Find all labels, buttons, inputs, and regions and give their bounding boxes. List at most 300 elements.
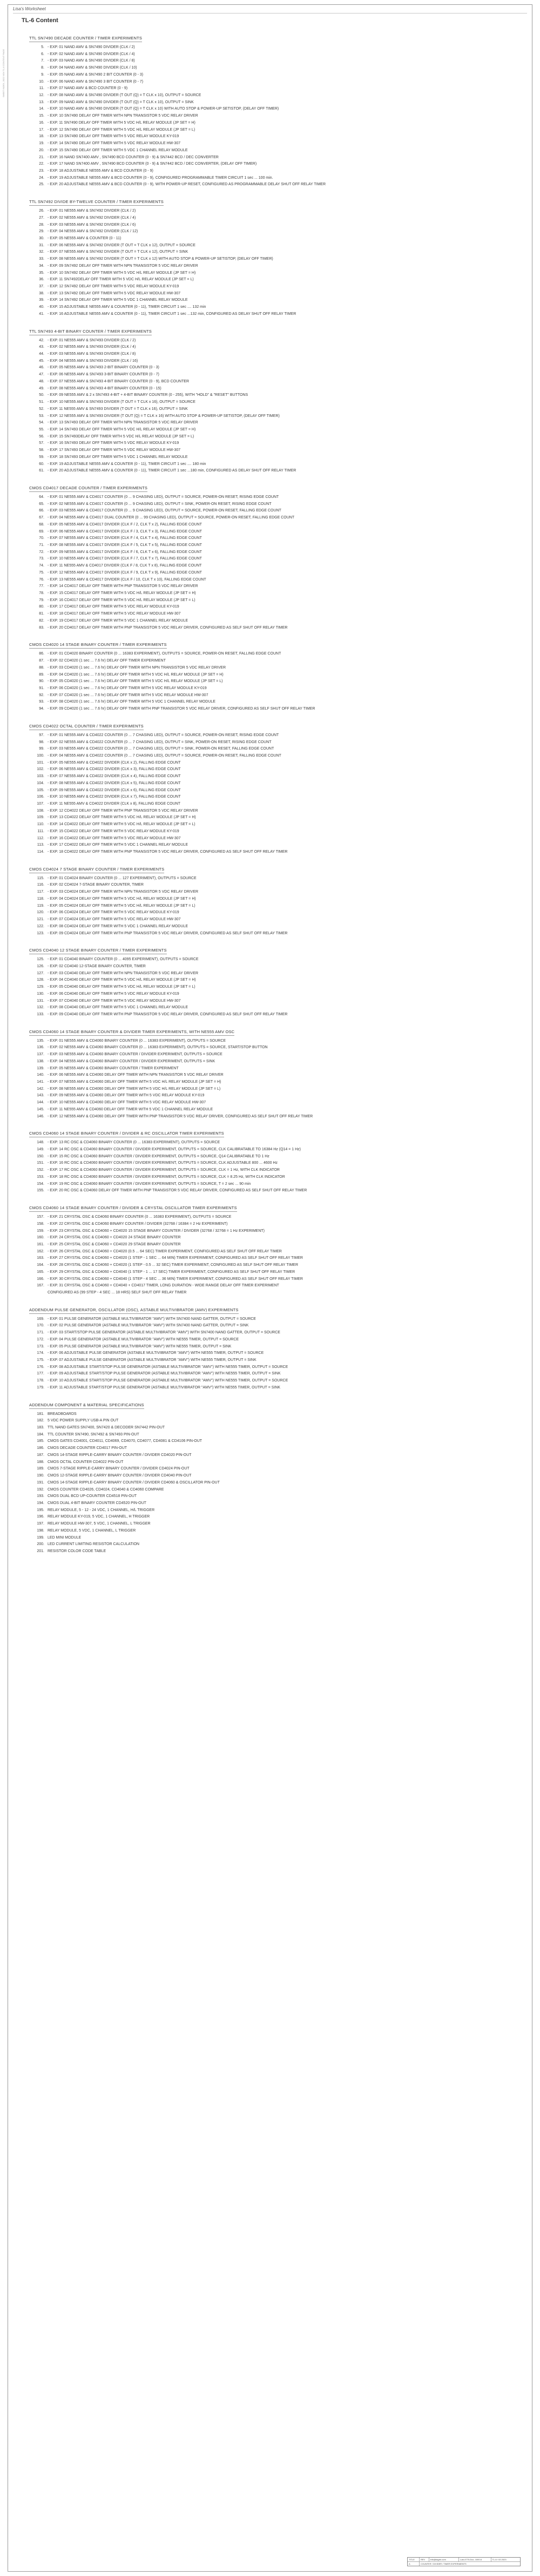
page-number: 178. [37, 1379, 44, 1383]
page-number: 34. [39, 264, 44, 268]
contents-entry[interactable] [22, 147, 524, 154]
contents-entry[interactable] [22, 454, 524, 461]
contents-entry[interactable] [22, 1269, 524, 1276]
contents-entry[interactable] [22, 821, 524, 828]
contents-entry[interactable] [22, 154, 524, 161]
contents-entry[interactable] [22, 1514, 524, 1521]
page-number: 142. [37, 1087, 44, 1091]
contents-entry[interactable] [22, 787, 524, 794]
contents-entry[interactable] [22, 556, 524, 563]
entry-text: - EXP. 07 CD4020 (1 sec ... 7.6 hr) DELAY OFF TIMER WITH 5 VDC RELAY MODULE HW-307 [48, 693, 208, 697]
contents-entry[interactable] [22, 1364, 524, 1371]
contents-entry[interactable] [22, 794, 524, 801]
contents-entry[interactable] [22, 277, 524, 284]
contents-list [22, 31, 524, 1555]
entry-text: - EXP. 07 CD4024 DELAY OFF TIMER WITH 5 VDC RELAY MODULE HW-307 [48, 918, 181, 922]
contents-entry[interactable] [22, 1521, 524, 1528]
contents-entry[interactable] [22, 658, 524, 665]
page-number: 170. [37, 1324, 44, 1328]
contents-entry[interactable] [22, 814, 524, 821]
page-number: 66. [39, 509, 44, 513]
page-number: 59. [39, 455, 44, 459]
contents-entry[interactable] [22, 106, 524, 113]
entry-text: - EXP. 16 CD4017 DELAY OFF TIMER WITH 5 VDC H/L RELAY MODULE (JP SET = L) [48, 598, 195, 602]
contents-entry[interactable] [22, 685, 524, 692]
contents-entry[interactable] [22, 1500, 524, 1507]
contents-entry[interactable] [22, 1432, 524, 1439]
contents-entry[interactable] [22, 235, 524, 242]
entry-text: - EXP. 07 ADJUSTABLE PULSE GENERATOR (ASTABLE MULTIVIBRATOR "AMV") WITH NE555 TIMER, OUTPUT = SINK [48, 1358, 256, 1362]
page-number: 201. [37, 1549, 44, 1553]
contents-entry[interactable] [22, 1323, 524, 1330]
entry-text: - EXP. 06 NE555 AMV & CD4060 DELAY OFF TIMER WITH NPN TRANSISTOR 5 VDC RELAY DRIVER [48, 1073, 224, 1077]
section-heading: TTL SN7493 4-BIT BINARY COUNTER / TIMER EXPERIMENTS [29, 329, 152, 335]
contents-entry[interactable] [22, 1242, 524, 1249]
entry-text: - EXP. 04 NE555 AMV & CD4060 BINARY COUNTER / DIVIDER EXPERIMENT, OUTPUTS = SINK [48, 1059, 215, 1063]
contents-entry[interactable] [22, 923, 524, 930]
page-number: 8. [41, 66, 44, 70]
contents-entry[interactable] [22, 753, 524, 760]
page-number: 6. [41, 52, 44, 56]
entry-text: - EXP. 01 CD4024 BINARY COUNTER (0 ... 127 EXPERIMENT), OUTPUTS = SOURCE [48, 876, 197, 880]
contents-entry[interactable] [22, 1276, 524, 1283]
contents-entry[interactable] [22, 263, 524, 270]
contents-entry[interactable] [22, 746, 524, 753]
entry-text: - EXP. 05 NE555 AMV & COUNTER (0 - 11) [48, 236, 122, 240]
page-number: 53. [39, 414, 44, 418]
page-number: 89. [39, 672, 44, 677]
contents-entry[interactable] [22, 1445, 524, 1452]
entry-text: - EXP. 15 SN7493DELAY OFF TIMER WITH 5 VDC H/L RELAY MODULE (JP SET = L) [48, 434, 194, 439]
contents-entry[interactable] [22, 618, 524, 625]
contents-entry[interactable] [22, 420, 524, 427]
entry-text: - EXP. 01 NE555 AMV & SN7493 DIVIDER (CLK / 2) [48, 338, 136, 342]
contents-entry[interactable] [22, 113, 524, 120]
page-number: 19. [39, 141, 44, 146]
title-block-cell: REV [420, 2558, 429, 2561]
contents-entry[interactable] [22, 706, 524, 713]
entry-text: - EXP. 13 SN7492 DELAY OFF TIMER WITH 5 VDC RELAY MODULE HW-307 [48, 291, 181, 295]
entry-text: - EXP. 09 CD4024 DELAY OFF TIMER WITH PNP TRANSISTOR 5 VDC RELAY DRIVER, CONFIGURED AS SELF SHUT OFF RELAY TIMER [48, 931, 288, 935]
contents-entry[interactable] [22, 903, 524, 910]
entry-text: - EXP. 10 ADJUSTABLE START/STOP PULSE GENERATOR (ASTABLE MULTIVIBRATOR "AMV") WITH NE555 TIMER, OUTPUT = SOURCE [48, 1379, 288, 1383]
contents-entry[interactable] [22, 256, 524, 263]
page-number: 18. [39, 134, 44, 139]
contents-entry[interactable] [22, 1188, 524, 1195]
contents-entry[interactable] [22, 1072, 524, 1079]
entry-text: - EXP. 18 SN7493 DELAY OFF TIMER WITH 5 VDC 1 CHANNEL RELAY MODULE [48, 455, 188, 459]
page-number: 200. [37, 1542, 44, 1547]
contents-entry[interactable] [22, 1262, 524, 1269]
page-number: 5. [41, 45, 44, 49]
contents-entry[interactable] [22, 1425, 524, 1432]
contents-entry[interactable] [22, 1093, 524, 1100]
entry-text: - EXP. 19 ADJUSTABLE NE555 AMV & COUNTER (0 - 11), TIMER CIRCUIT 1 sec .... 180 min [48, 462, 206, 466]
contents-entry[interactable] [22, 270, 524, 277]
page-number: 14. [39, 107, 44, 111]
contents-entry[interactable] [22, 1255, 524, 1262]
contents-entry[interactable] [22, 1249, 524, 1256]
contents-entry[interactable] [22, 780, 524, 787]
contents-entry[interactable] [22, 1493, 524, 1500]
contents-entry[interactable] [22, 72, 524, 79]
contents-entry[interactable] [22, 140, 524, 147]
entry-text: CMOS 14-STAGE RIPPLE-CARRY BINARY COUNTER / DIVIDER CD4060 & OSCILLATOR PIN-OUT [48, 1480, 220, 1485]
entry-text: - EXP. 09 CD4020 (1 sec ... 7.6 hr) DELAY OFF TIMER WITH PNP TRANSISTOR 5 VDC RELAY DRIVER, CONFIGURED AS SELF SHUT OFF RELAY TIMER [48, 707, 315, 711]
page-number: 102. [37, 767, 44, 772]
contents-entry[interactable] [22, 1459, 524, 1466]
entry-text: - EXP. 13 NE555 AMV & CD4017 DIVIDER (CLK F / 10, CLK T x 10), FALLING EDGE COUNT [48, 577, 206, 582]
page-number: 16. [39, 120, 44, 125]
contents-entry[interactable] [22, 1066, 524, 1073]
contents-entry[interactable] [22, 1480, 524, 1487]
contents-entry[interactable] [22, 284, 524, 291]
page-number: 181. [37, 1412, 44, 1416]
page-number: 20. [39, 148, 44, 152]
contents-entry[interactable] [22, 828, 524, 835]
section-heading: CMOS CD4040 12 STAGE BINARY COUNTER / TIMER EXPERIMENTS [29, 948, 167, 954]
entry-text: - EXP. 02 PULSE GENERATOR (ASTABLE MULTIVIBRATOR "AMV") WITH SN7400 NAND GATTER, OUTPUT = SINK [48, 1324, 249, 1328]
page-number: 184. [37, 1432, 44, 1437]
contents-entry[interactable] [22, 1548, 524, 1555]
contents-entry[interactable] [22, 956, 524, 963]
contents-entry[interactable] [22, 808, 524, 815]
contents-entry[interactable] [22, 311, 524, 318]
contents-entry[interactable] [22, 529, 524, 536]
contents-entry[interactable] [22, 1004, 524, 1011]
contents-entry[interactable] [22, 611, 524, 618]
contents-entry[interactable] [22, 1154, 524, 1161]
contents-entry[interactable] [22, 372, 524, 379]
contents-entry[interactable] [22, 1316, 524, 1323]
contents-entry[interactable] [22, 1174, 524, 1181]
contents-entry[interactable] [22, 563, 524, 570]
page-number: 193. [37, 1494, 44, 1499]
entry-text: - EXP. 16 ADJUSTABLE NE555 AMV & COUNTER (0 - 11), TIMER CIRCUIT 1 sec ...132 min, CONFIGURED AS DELAY SHUT OFF RELAY TIMER [48, 312, 296, 316]
contents-entry[interactable] [22, 44, 524, 51]
page-number: 179. [37, 1385, 44, 1390]
page-number: 65. [39, 502, 44, 506]
page-number: 137. [37, 1053, 44, 1057]
contents-entry[interactable] [22, 228, 524, 235]
contents-entry[interactable] [22, 991, 524, 998]
contents-entry[interactable] [22, 1221, 524, 1228]
contents-entry[interactable] [22, 1452, 524, 1459]
contents-entry[interactable] [22, 963, 524, 970]
contents-entry[interactable] [22, 1438, 524, 1445]
contents-entry[interactable] [22, 79, 524, 86]
entry-text: - EXP. 04 NAND AMV & SN7490 DIVIDER (CLK / 10) [48, 66, 137, 70]
contents-entry[interactable] [22, 1330, 524, 1337]
contents-entry[interactable] [22, 1541, 524, 1548]
contents-entry[interactable] [22, 678, 524, 685]
contents-entry[interactable] [22, 570, 524, 577]
contents-entry[interactable] [22, 1107, 524, 1114]
contents-entry[interactable] [22, 297, 524, 304]
contents-section [22, 638, 524, 712]
contents-entry[interactable] [22, 161, 524, 168]
contents-entry[interactable] [22, 440, 524, 447]
page-number: 158. [37, 1222, 44, 1226]
entry-text: - EXP. 01 NE555 AMV & SN7492 DIVIDER (CLK / 2) [48, 209, 136, 213]
contents-entry[interactable] [22, 984, 524, 991]
page-number: 172. [37, 1337, 44, 1341]
entry-text: - EXP. 03 NAND AMV & SN7490 DIVIDER (CLK / 8) [48, 59, 135, 63]
page-number: 68. [39, 522, 44, 527]
entry-text: - EXP. 02 CD4024 7-STAGE BINARY COUNTER, TIMER [48, 883, 144, 887]
contents-entry[interactable] [22, 625, 524, 632]
contents-entry[interactable] [22, 1058, 524, 1066]
page-number: 122. [37, 924, 44, 928]
contents-entry[interactable] [22, 515, 524, 522]
page-number: 45. [39, 359, 44, 363]
contents-entry[interactable] [22, 1337, 524, 1344]
page-number: 88. [39, 665, 44, 670]
contents-entry[interactable] [22, 977, 524, 984]
page-number: 38. [39, 291, 44, 295]
contents-entry[interactable] [22, 494, 524, 501]
contents-entry[interactable] [22, 916, 524, 923]
contents-entry[interactable] [22, 120, 524, 127]
entry-text: - EXP. 06 NE555 AMV & SN7492 DIVIDER (T OUT = T CLK x 12), OUTPUT = SOURCE [48, 243, 195, 247]
contents-entry[interactable] [22, 447, 524, 454]
contents-entry[interactable] [22, 542, 524, 549]
entry-text: - EXP. 14 CD4017 DELAY OFF TIMER WITH PNP TRANSISTOR 5 VDC RELAY DRIVER [48, 584, 198, 589]
contents-entry[interactable] [22, 1079, 524, 1086]
contents-entry[interactable] [22, 692, 524, 699]
contents-entry[interactable] [22, 1411, 524, 1418]
contents-entry[interactable] [22, 1290, 524, 1297]
page-number: 29. [39, 230, 44, 234]
contents-entry[interactable] [22, 1181, 524, 1188]
contents-entry[interactable] [22, 739, 524, 746]
contents-entry[interactable] [22, 732, 524, 739]
contents-entry[interactable] [22, 1147, 524, 1154]
entry-text: - EXP. 19 CD4017 DELAY OFF TIMER WITH 5 VDC 1 CHANNEL RELAY MODULE [48, 618, 188, 623]
contents-entry[interactable] [22, 1167, 524, 1174]
contents-entry[interactable] [22, 242, 524, 249]
contents-entry[interactable] [22, 222, 524, 229]
contents-entry[interactable] [22, 970, 524, 977]
page-number: 130. [37, 992, 44, 996]
contents-entry[interactable] [22, 1487, 524, 1494]
contents-entry[interactable] [22, 896, 524, 903]
entry-text: - EXP. 05 CD4024 DELAY OFF TIMER WITH 5 VDC H/L RELAY MODULE (JP SET = L) [48, 903, 195, 908]
entry-text: - EXP. 27 CRYSTAL OSC & CD4060 + CD4020 (1 STEP - 1 SEC ... 64 MIN) TIMER EXPERIMENT, CONFIGURED AS SELF SHUT OFF RELAY TIMER [48, 1256, 303, 1260]
contents-entry[interactable] [22, 127, 524, 134]
contents-entry[interactable] [22, 392, 524, 399]
entry-text: - EXP. 15 CD4017 DELAY OFF TIMER WITH 5 VDC H/L RELAY MODULE (JP SET = H) [48, 591, 196, 596]
contents-entry[interactable] [22, 175, 524, 182]
page-number: 152. [37, 1168, 44, 1172]
contents-entry[interactable] [22, 304, 524, 311]
entry-text: - EXP. 12 SN7490 DELAY OFF TIMER WITH 5 VDC H/L RELAY MODULE (JP SET = L) [48, 127, 195, 132]
contents-entry[interactable] [22, 665, 524, 672]
contents-entry[interactable] [22, 461, 524, 468]
contents-entry[interactable] [22, 549, 524, 556]
contents-entry[interactable] [22, 85, 524, 92]
page-number: 41. [39, 312, 44, 316]
contents-entry[interactable] [22, 344, 524, 351]
page-number: 67. [39, 516, 44, 520]
page-number: 35. [39, 271, 44, 275]
entry-text: - EXP. 11 SN7490 DELAY OFF TIMER WITH 5 VDC H/L RELAY MODULE (JP SET = H) [48, 120, 195, 125]
contents-entry[interactable] [22, 1466, 524, 1473]
contents-entry[interactable] [22, 577, 524, 584]
contents-entry[interactable] [22, 1344, 524, 1351]
entry-text: - EXP. 04 PULSE GENERATOR (ASTABLE MULTIVIBRATOR "AMV") WITH NE555 TIMER, OUTPUT = SOURCE [48, 1337, 239, 1341]
contents-entry[interactable] [22, 1283, 524, 1290]
contents-entry[interactable] [22, 1235, 524, 1242]
contents-entry[interactable] [22, 801, 524, 808]
contents-entry[interactable] [22, 65, 524, 72]
entry-text: - EXP. 12 NE555 AMV & SN7493 DIVIDER (T OUT (Q) = T CLK x 16) WITH AUTO STOP & POWER-UP SETISTOP, (DELAY OFF TIMER) [48, 414, 280, 418]
contents-entry[interactable] [22, 358, 524, 365]
entry-text: - EXP. 02 NAND AMV & SN7490 DIVIDER (CLK / 4) [48, 52, 135, 56]
entry-text: - EXP. 15 RC OSC & CD4060 BINARY COUNTER / DIVIDER EXPERIMENT, OUTPUTS = SOURCE, Q14 CALIBRATABLE TO 1 Hz [48, 1154, 269, 1158]
contents-entry[interactable] [22, 1371, 524, 1378]
page-number: 138. [37, 1059, 44, 1063]
contents-entry[interactable] [22, 1214, 524, 1221]
page-number: 37. [39, 285, 44, 288]
page-number: 90. [39, 679, 44, 684]
contents-entry[interactable] [22, 1535, 524, 1542]
entry-text: - EXP. 07 NE555 AMV & CD4060 DELAY OFF TIMER WITH 5 VDC H/L RELAY MODULE (JP SET = H) [48, 1080, 221, 1084]
contents-entry[interactable] [22, 835, 524, 842]
entry-text: - EXP. 07 CD4040 DELAY OFF TIMER WITH 5 VDC RELAY MODULE HW-307 [48, 999, 181, 1003]
entry-text: - EXP. 08 CD4020 (1 sec ... 7.6 hr) DELAY OFF TIMER WITH 5 VDC 1 CHANNEL RELAY MODULE [48, 700, 215, 704]
contents-entry[interactable] [22, 909, 524, 916]
contents-entry[interactable] [22, 1139, 524, 1147]
contents-entry[interactable] [22, 351, 524, 358]
page-number: 32. [39, 250, 44, 254]
page-number: 78. [39, 591, 44, 596]
contents-entry[interactable] [22, 1473, 524, 1480]
contents-entry[interactable] [22, 468, 524, 475]
contents-entry[interactable] [22, 842, 524, 849]
entry-text: - EXP. 19 ADJUSTABLE NE555 AMV & BCD COUNTER (0 - 9), CONFIGURED PROGRAMMABLE TIMER CIRCUIT 1 sec ... 100 min. [48, 176, 273, 180]
page-number: 154. [37, 1182, 44, 1186]
entry-text: - EXP. 03 CD4040 DELAY OFF TIMER WITH NPN TRANSISTOR 5 VDC RELAY DRIVER [48, 971, 199, 975]
contents-entry[interactable] [22, 1507, 524, 1514]
entry-text: - EXP. 01 NE555 AMV & CD4022 COUNTER (0 ... 7 CHASING LED), OUTPUT = SOURCE, POWER-ON RESET, RISING EDGE COUNT [48, 733, 279, 737]
contents-entry[interactable] [22, 597, 524, 604]
contents-entry[interactable] [22, 413, 524, 420]
contents-entry[interactable] [22, 522, 524, 529]
contents-entry[interactable] [22, 1086, 524, 1093]
contents-entry[interactable] [22, 501, 524, 508]
contents-entry[interactable] [22, 249, 524, 256]
contents-entry[interactable] [22, 399, 524, 406]
contents-entry[interactable] [22, 1228, 524, 1235]
contents-entry[interactable] [22, 535, 524, 542]
contents-entry[interactable] [22, 930, 524, 938]
contents-entry[interactable] [22, 773, 524, 780]
page-number: 171. [37, 1331, 44, 1335]
contents-entry[interactable] [22, 651, 524, 658]
page-number: 54. [39, 421, 44, 425]
contents-entry[interactable] [22, 760, 524, 767]
contents-entry[interactable] [22, 434, 524, 441]
contents-entry[interactable] [22, 766, 524, 773]
page-number: 36. [39, 278, 44, 282]
contents-entry[interactable] [22, 208, 524, 215]
contents-entry[interactable] [22, 590, 524, 597]
contents-entry[interactable] [22, 58, 524, 65]
entry-text: - EXP. 11 NE555 AMV & CD4060 DELAY OFF TIMER WITH 5 VDC 1 CHANNEL RELAY MODULE [48, 1107, 213, 1111]
entry-text: TTL COUNTER SN7490, SN7492 & SN7493 PIN-OUT [48, 1432, 139, 1437]
contents-section [22, 862, 524, 937]
entry-text: - EXP. 09 NE555 AMV & CD4060 DELAY OFF TIMER WITH 5 VDC RELAY MODULE KY-019 [48, 1094, 205, 1098]
entry-text: CMOS 12-STAGE RIPPLE-CARRY BINARY COUNTER / DIVIDER CD4040 PIN-OUT [48, 1474, 192, 1478]
contents-entry[interactable] [22, 99, 524, 106]
contents-entry[interactable] [22, 672, 524, 679]
page-number: 81. [39, 612, 44, 616]
contents-entry[interactable] [22, 1378, 524, 1385]
contents-entry[interactable] [22, 133, 524, 140]
contents-entry[interactable] [22, 875, 524, 882]
contents-entry[interactable] [22, 92, 524, 99]
contents-entry[interactable] [22, 998, 524, 1005]
contents-entry[interactable] [22, 365, 524, 372]
contents-entry[interactable] [22, 1038, 524, 1045]
contents-entry[interactable] [22, 1114, 524, 1121]
contents-entry[interactable] [22, 1357, 524, 1364]
contents-entry[interactable] [22, 1385, 524, 1392]
contents-entry[interactable] [22, 291, 524, 298]
contents-entry[interactable] [22, 1044, 524, 1051]
entry-text: RELAY MODULE HW-307, 5 VDC, 1 CHANNEL, L TRIGGER [48, 1522, 151, 1526]
contents-entry[interactable] [22, 1350, 524, 1357]
entry-text: - EXP. 12 CD4022 DELAY OFF TIMER WITH PNP TRANSISTOR 5 VDC RELAY DRIVER [48, 808, 198, 813]
contents-entry[interactable] [22, 51, 524, 58]
contents-entry[interactable] [22, 406, 524, 413]
contents-entry[interactable] [22, 604, 524, 611]
contents-entry[interactable] [22, 1100, 524, 1107]
contents-entry[interactable] [22, 583, 524, 590]
entry-text: - EXP. 06 ADJUSTABLE PULSE GENERATOR (ASTABLE MULTIVIBRATOR "AMV") WITH NE555 TIMER, OUTPUT = SOURCE [48, 1351, 264, 1356]
contents-entry[interactable] [22, 168, 524, 175]
contents-entry[interactable] [22, 379, 524, 386]
entry-text: - EXP. 06 CD4024 DELAY OFF TIMER WITH 5 VDC RELAY MODULE KY-019 [48, 911, 179, 915]
contents-entry[interactable] [22, 386, 524, 393]
page-number: 91. [39, 686, 44, 690]
contents-entry[interactable] [22, 1160, 524, 1167]
contents-entry[interactable] [22, 181, 524, 188]
entry-text: - EXP. 04 CD4040 DELAY OFF TIMER WITH 5 VDC H/L RELAY MODULE (JP SET = H) [48, 978, 196, 982]
page-number: 103. [37, 774, 44, 779]
contents-entry[interactable] [22, 1418, 524, 1425]
contents-entry[interactable] [22, 427, 524, 434]
contents-entry[interactable] [22, 215, 524, 222]
contents-entry[interactable] [22, 699, 524, 706]
page-number: 198. [37, 1528, 44, 1533]
entry-text: LED CURRENT LIMITING RESISTOR CALCULATION [48, 1542, 139, 1547]
contents-entry[interactable] [22, 508, 524, 515]
page-number [22, 1290, 48, 1297]
page-number: 126. [37, 964, 44, 968]
page-number: 139. [37, 1066, 44, 1070]
contents-entry[interactable] [22, 338, 524, 345]
contents-entry[interactable] [22, 1011, 524, 1019]
page-number: 72. [39, 550, 44, 554]
entry-text: - EXP. 09 NE555 AMV & CD4022 DIVIDER (CLK x 6), FALLING EDGE COUNT [48, 788, 181, 792]
contents-entry[interactable] [22, 889, 524, 896]
contents-entry[interactable] [22, 849, 524, 856]
contents-entry[interactable] [22, 882, 524, 889]
contents-entry[interactable] [22, 1528, 524, 1535]
contents-entry[interactable] [22, 1051, 524, 1058]
